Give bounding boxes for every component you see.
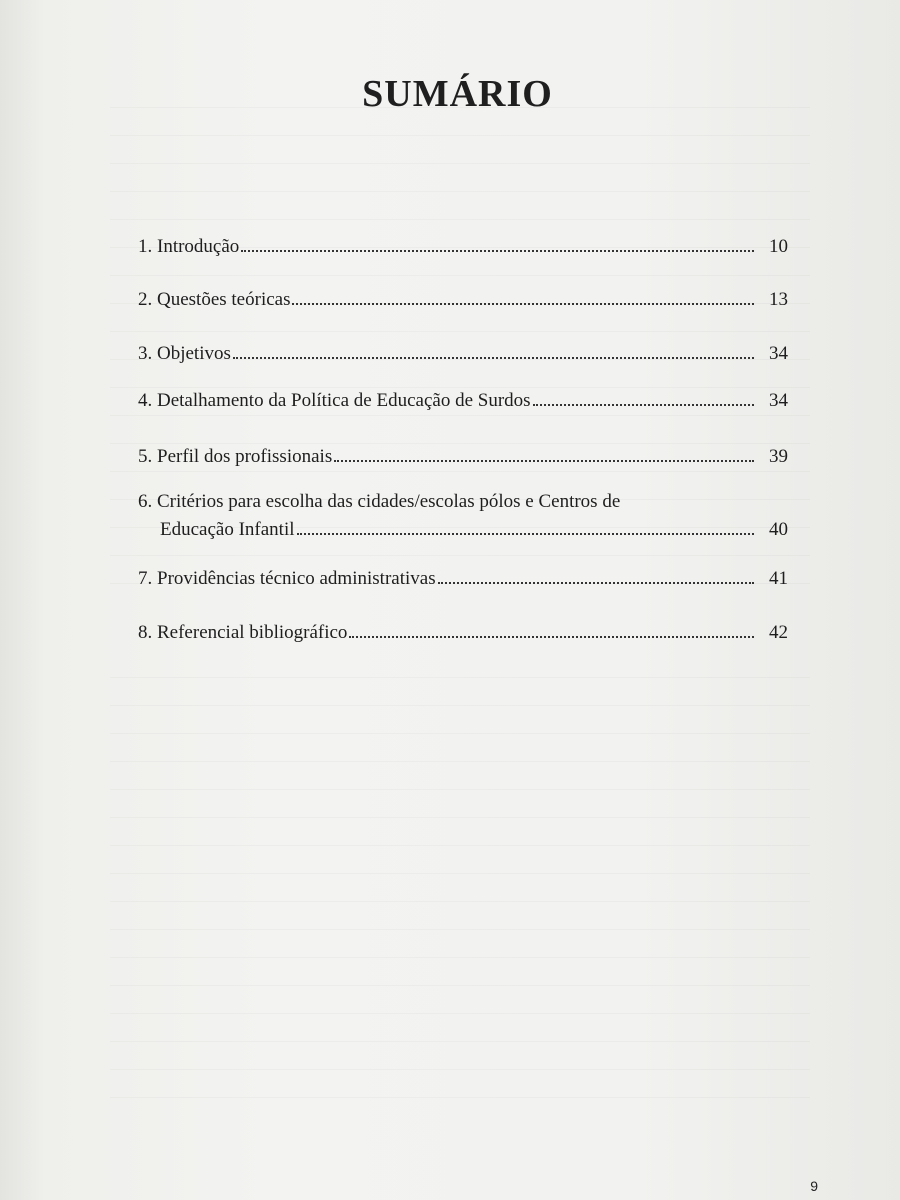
toc-entry-page: 41 (769, 568, 788, 589)
toc-entry-page: 13 (769, 289, 788, 310)
toc-entry-page: 34 (769, 343, 788, 364)
toc-entry-label: 5. Perfil dos profissionais (138, 446, 333, 467)
toc-entry-label: 8. Referencial bibliográfico (138, 622, 348, 643)
toc-entry-page: 34 (769, 390, 788, 411)
toc-entry-page: 42 (769, 622, 788, 643)
dot-leader (438, 581, 754, 584)
toc-entry-8 (138, 622, 788, 650)
toc-entry-4 (138, 390, 788, 418)
toc-entry-label-continued: Educação Infantil (160, 519, 295, 540)
toc-entry-label: 2. Questões teóricas (138, 289, 291, 310)
toc-entry-label: 4. Detalhamento da Política de Educação de Surdos (138, 390, 531, 411)
toc-entry-label: 1. Introdução (138, 236, 240, 257)
page-title: SUMÁRIO (362, 73, 553, 115)
dot-leader (292, 302, 754, 305)
toc-entry-6 (138, 491, 788, 547)
dot-leader (241, 249, 754, 252)
toc-entry-page: 39 (769, 446, 788, 467)
dot-leader (533, 403, 754, 406)
show-through-text-lower (110, 650, 810, 1098)
toc-entry-7 (138, 568, 788, 596)
toc-entry-1 (138, 236, 788, 264)
dot-leader (334, 459, 754, 462)
toc-entry-3 (138, 343, 788, 371)
dot-leader (233, 356, 754, 359)
dot-leader (349, 635, 754, 638)
toc-entry-page: 40 (769, 519, 788, 540)
toc-entry-label: 3. Objetivos (138, 343, 231, 364)
toc-entry-label: 6. Critérios para escolha das cidades/escolas pólos e Centros de (138, 491, 621, 512)
toc-entry-page: 10 (769, 236, 788, 257)
toc-entry-label: 7. Providências técnico administrativas (138, 568, 436, 589)
toc-entry-5 (138, 446, 788, 474)
page-number: 9 (810, 1178, 818, 1194)
dot-leader (297, 532, 754, 535)
toc-entry-2 (138, 289, 788, 317)
